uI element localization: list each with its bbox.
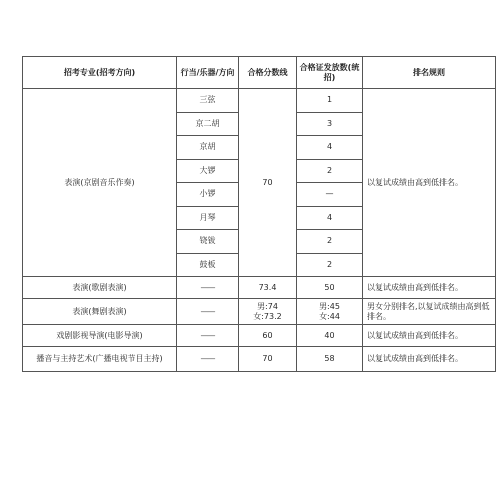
certs-cell: 58 [297,347,363,372]
major-cell: 表演(舞剧表演) [23,299,177,325]
table-header-row [23,57,496,89]
score-cell: 70 [239,347,297,372]
certs-cell: — [297,183,363,207]
header-major: 招考专业(招考方向) [23,57,177,89]
group1-major: 表演(京剧音乐作奏) [23,89,177,277]
rule-cell: 以复试成绩由高到低排名。 [363,325,496,347]
group1-score: 70 [239,89,297,277]
certs-female: 女:44 [319,311,340,321]
table-row [23,299,496,325]
major-cell: 表演(歌剧表演) [23,277,177,299]
certs-cell: 3 [297,112,363,136]
major-cell: 戏剧影视导演(电影导演) [23,325,177,347]
header-certs: 合格证发放数(统招) [297,57,363,89]
major-cell: 播音与主持艺术(广播电视节目主持) [23,347,177,372]
header-rule: 排名规则 [363,57,496,89]
certs-cell: 2 [297,159,363,183]
table-row [23,347,496,372]
admission-table [22,56,496,372]
certs-cell: 4 [297,206,363,230]
certs-cell: 40 [297,325,363,347]
header-role: 行当/乐器/方向 [177,57,239,89]
instrument-cell: 鼓板 [177,253,239,277]
certs-cell: 4 [297,136,363,160]
rule-cell: 以复试成绩由高到低排名。 [363,347,496,372]
role-cell: —— [177,299,239,325]
instrument-cell: 月琴 [177,206,239,230]
table-row [23,277,496,299]
certs-male: 男:45 [319,301,340,311]
score-cell: 60 [239,325,297,347]
instrument-cell: 小锣 [177,183,239,207]
role-cell: —— [177,325,239,347]
score-cell: 73.4 [239,277,297,299]
group1-rule: 以复试成绩由高到低排名。 [363,89,496,277]
certs-cell: 2 [297,253,363,277]
role-cell: —— [177,277,239,299]
certs-cell: 2 [297,230,363,254]
certs-cell [297,299,363,325]
role-cell: —— [177,347,239,372]
table-row [23,89,496,113]
certs-cell: 1 [297,89,363,113]
instrument-cell: 铙钹 [177,230,239,254]
score-cell [239,299,297,325]
score-female: 女:73.2 [253,311,282,321]
instrument-cell: 大锣 [177,159,239,183]
instrument-cell: 三弦 [177,89,239,113]
rule-cell: 男女分别排名,以复试成绩由高到低排名。 [363,299,496,325]
instrument-cell: 京二胡 [177,112,239,136]
score-male: 男:74 [257,301,278,311]
table-row [23,325,496,347]
header-score: 合格分数线 [239,57,297,89]
rule-cell: 以复试成绩由高到低排名。 [363,277,496,299]
instrument-cell: 京胡 [177,136,239,160]
certs-cell: 50 [297,277,363,299]
